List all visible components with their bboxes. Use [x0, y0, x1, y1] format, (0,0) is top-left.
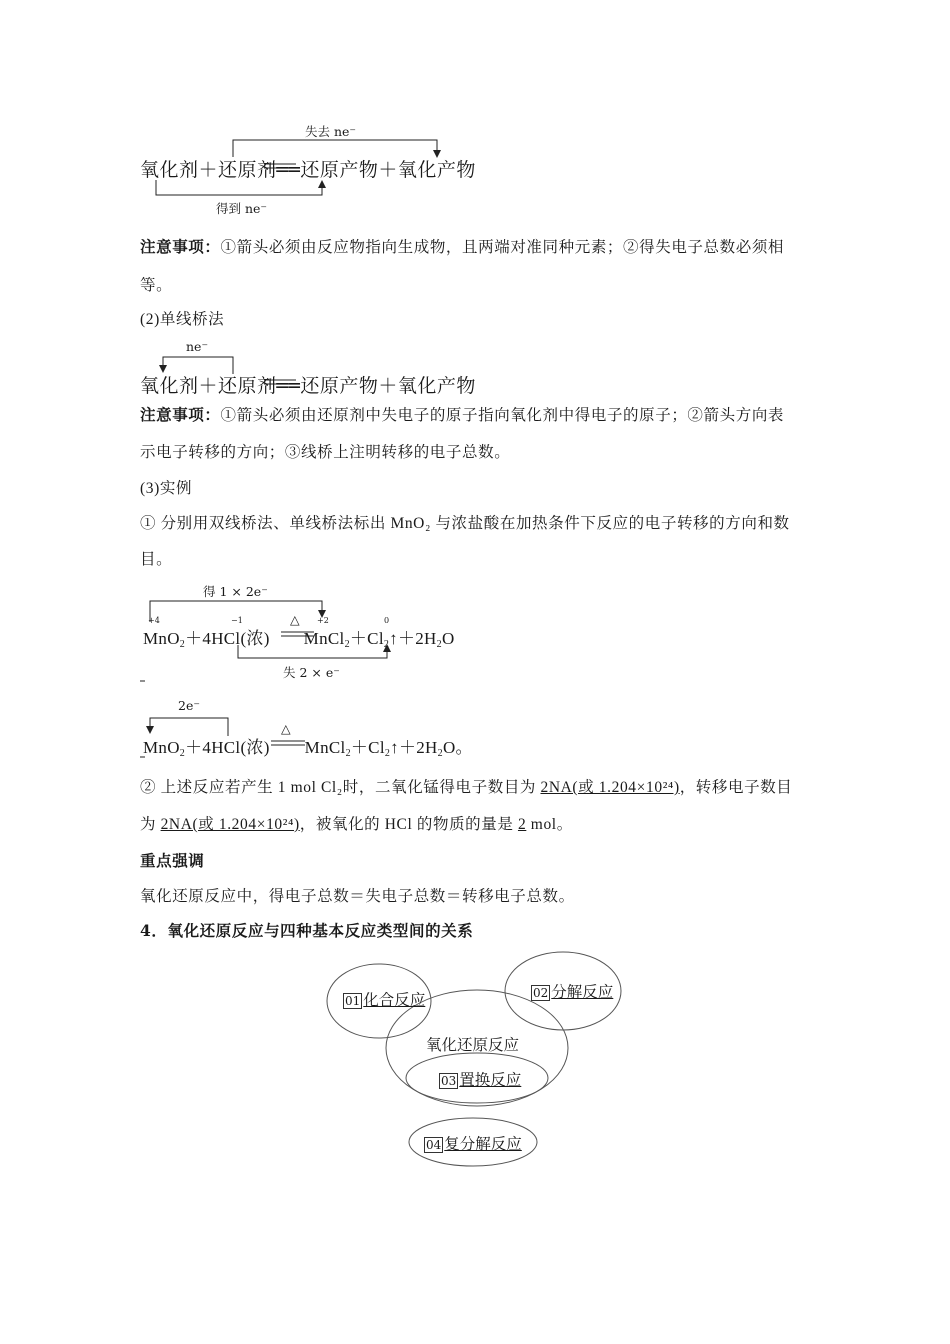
note2-line1	[140, 405, 784, 425]
ox-state-mn-left: +4	[148, 616, 160, 625]
venn-label-displacement	[439, 1068, 521, 1090]
example2-line2-suffix: mol。	[526, 816, 573, 833]
ox-state-cl-right: 0	[384, 616, 390, 625]
venn-num: 04	[426, 1138, 442, 1152]
answer-blank-3: 2	[517, 816, 527, 833]
venn-num: 01	[345, 994, 361, 1008]
note2-line2: 示电子转移的方向；③线桥上注明转移的电子总数。	[140, 443, 511, 461]
venn-text: 化合反应	[363, 991, 426, 1009]
double-bridge-equation: 氧化剂＋还原剂══还原产物＋氧化产物	[140, 159, 476, 181]
venn-label-decomposition	[531, 980, 613, 1002]
venn-label-metathesis	[424, 1132, 522, 1154]
example2-line2-prefix: 为	[140, 816, 161, 833]
section2-title: (2)单线桥法	[140, 311, 225, 328]
note-label: 注意事项：	[140, 237, 221, 256]
heat-symbol: △	[281, 721, 291, 736]
venn-text: 分解反应	[551, 983, 614, 1001]
example1-line1: ① 分别用双线桥法、单线桥法标出 MnO₂ 与浓盐酸在加热条件下反应的电子转移的方向和数	[140, 515, 790, 532]
section4-title: 4．氧化还原反应与四种基本反应类型间的关系	[140, 921, 474, 940]
ox-state-mn-right: +2	[317, 616, 329, 625]
example2-line1	[140, 778, 792, 798]
answer-blank-2: 2NA(或 1.204×10²⁴)	[160, 816, 300, 833]
reaction2-label: 2e⁻	[178, 698, 200, 713]
note1-line2: 等。	[140, 276, 173, 294]
single-bridge-equation: 氧化剂＋还原剂══还原产物＋氧化产物	[140, 375, 476, 397]
reaction1-equation: MnO$_2$＋4HCl(浓) $MnCl_2+Cl_2↑+2H_2O$	[143, 629, 455, 650]
venn-text: 置换反应	[459, 1071, 522, 1089]
example2-prefix: ② 上述反应若产生 1 mol Cl₂时，二氧化锰得电子数目为	[140, 779, 541, 796]
heat-symbol: △	[290, 612, 300, 627]
gain-electron-bracket	[156, 180, 322, 195]
venn-text: 复分解反应	[444, 1135, 522, 1153]
venn-num: 02	[533, 986, 549, 1000]
ox-state-cl-left: −1	[231, 616, 243, 625]
emphasis-title: 重点强调	[140, 851, 205, 870]
section3-title: (3)实例	[140, 480, 193, 497]
reaction2-equation: MnO$_2$＋4HCl(浓) $MnCl_2+Cl_2↑+2H_2O$。	[143, 738, 473, 759]
note-label: 注意事项：	[140, 405, 221, 424]
answer-blank-1: 2NA(或 1.204×10²⁴)	[540, 779, 680, 796]
example2-line2-mid: ，被氧化的 HCl 的物质的量是	[299, 816, 518, 833]
venn-label-combination	[343, 988, 425, 1010]
venn-label-redox: 氧化还原反应	[426, 1036, 520, 1054]
note-text: ①箭头必须由还原剂中失电子的原子指向氧化剂中得电子的原子；②箭头方向表	[220, 406, 785, 424]
note1-line1	[140, 237, 784, 257]
venn-num: 03	[441, 1074, 457, 1088]
example2-mid: ，转移电子数目	[679, 779, 793, 796]
single-bridge-label: ne⁻	[186, 339, 209, 354]
reaction1-bottom-label: 失 2 × e⁻	[283, 665, 340, 680]
reaction1-top-label: 得 1 × 2e⁻	[203, 584, 268, 599]
note-text: ①箭头必须由反应物指向生成物，且两端对准同种元素；②得失电子总数必须相	[220, 238, 785, 256]
emphasis-text: 氧化还原反应中，得电子总数＝失电子总数＝转移电子总数。	[140, 887, 575, 905]
example1-line2: 目。	[140, 551, 173, 568]
example2-line2	[140, 815, 573, 835]
double-bridge-bottom-label: 得到 ne⁻	[216, 201, 268, 216]
double-bridge-top-label: 失去 ne⁻	[305, 124, 357, 139]
